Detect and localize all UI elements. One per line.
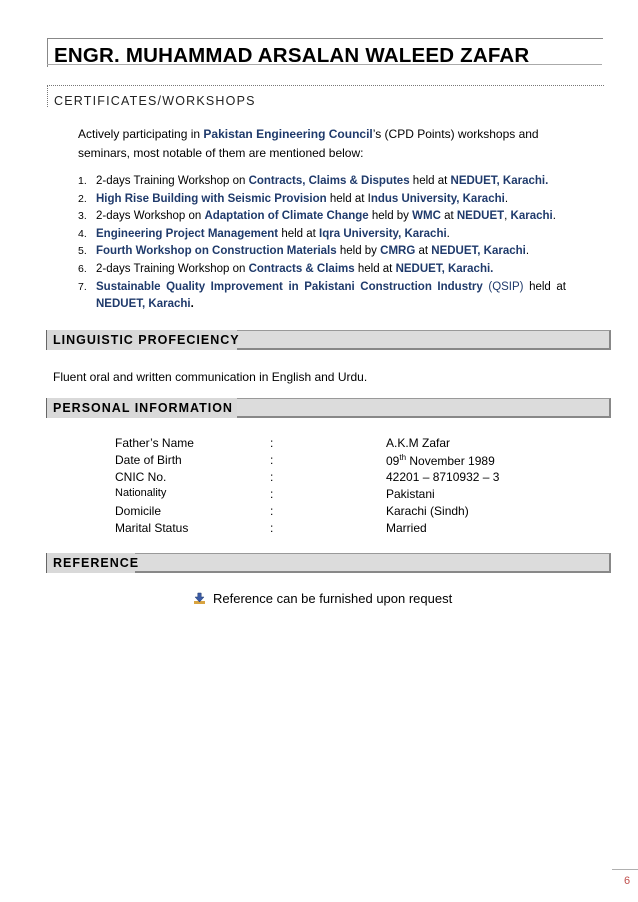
item-venue: NEDUET, Karachi: [96, 298, 191, 311]
linguistic-section-bar: [47, 330, 611, 350]
dob-day: 09: [386, 454, 400, 468]
list-number: 7.: [78, 280, 87, 293]
list-number: 3.: [78, 210, 87, 223]
item-line-2: [96, 296, 566, 314]
item-topic: Contracts & Claims: [248, 262, 355, 275]
item-organizer: CMRG: [380, 245, 416, 258]
list-item: [78, 208, 566, 226]
item-topic: Fourth Workshop on Construction Materials: [96, 245, 337, 258]
item-venue: NEDUET, Karachi: [431, 245, 526, 258]
page-number: 6: [624, 875, 631, 887]
field-colon: :: [270, 436, 274, 450]
field-label: CNIC No.: [115, 470, 167, 484]
arrow-down-icon: [193, 592, 206, 605]
item-venue: ndus University, Karachi: [370, 192, 505, 205]
list-number: 5.: [78, 245, 87, 258]
reference-heading: REFERENCE: [53, 556, 140, 570]
name-header-box: [47, 38, 603, 67]
list-item: [78, 243, 566, 261]
intro-post: ’s (CPD Points) workshops and seminars, most notable of them are mentioned below:: [78, 127, 539, 160]
item-text: held by: [336, 245, 381, 258]
intro-pre: Actively participating in: [78, 127, 204, 141]
item-text: ,: [504, 210, 511, 223]
field-value: Pakistani: [386, 487, 435, 501]
field-value: 42201 – 8710932 – 3: [386, 470, 500, 484]
field-label: Father’s Name: [115, 436, 194, 450]
item-venue: Iqra University, Karachi: [319, 227, 447, 240]
reference-text: Reference can be furnished upon request: [213, 591, 453, 606]
section-dotted-rule: [47, 85, 604, 86]
field-colon: :: [270, 470, 274, 484]
list-item: [78, 226, 566, 244]
item-text: .: [190, 298, 194, 311]
personal-heading: PERSONAL INFORMATION: [53, 401, 233, 415]
item-text: 2-days Workshop on: [96, 210, 205, 223]
item-topic: Engineering Project Management: [96, 227, 279, 240]
item-text: .: [446, 227, 450, 240]
item-abbrev: (QSIP): [482, 280, 524, 293]
linguistic-text: Fluent oral and written communication in English and Urdu.: [53, 370, 368, 384]
linguistic-heading: LINGUISTIC PROFECIENCY: [53, 333, 240, 347]
list-item: [78, 191, 566, 209]
personal-section-bar: [47, 398, 611, 418]
intro-council: Pakistan Engineering Council: [203, 127, 373, 141]
item-text: held at: [278, 227, 320, 240]
item-text: held at I: [326, 192, 371, 205]
field-value: [386, 453, 495, 468]
reference-section-bar: [47, 553, 611, 573]
item-text: 2-days Training Workshop on: [96, 175, 249, 187]
item-organizer: WMC: [412, 210, 441, 223]
field-label: Marital Status: [115, 521, 189, 535]
list-item: [78, 173, 566, 191]
item-venue: NEDUET: [456, 210, 505, 223]
item-topic: Contracts, Claims & Disputes: [248, 175, 410, 187]
field-value: Karachi (Sindh): [386, 504, 469, 518]
header-rule: [47, 64, 602, 65]
name-heading: ENGR. MUHAMMAD ARSALAN WALEED ZAFAR: [54, 44, 530, 67]
list-number: 6.: [78, 262, 87, 275]
list-item: [78, 279, 566, 314]
list-number: 4.: [78, 227, 87, 240]
field-value: A.K.M Zafar: [386, 436, 451, 450]
item-text: .: [525, 245, 530, 258]
field-colon: :: [270, 487, 274, 501]
item-text: at: [415, 245, 432, 258]
list-item: [78, 261, 566, 279]
item-topic: Sustainable Quality Improvement in Pakistani Construction Industry: [96, 280, 483, 293]
item-text: held at: [409, 175, 451, 187]
reference-line: [193, 591, 452, 606]
field-colon: :: [270, 504, 274, 518]
field-label: Domicile: [115, 504, 162, 518]
field-label: Date of Birth: [115, 453, 182, 467]
item-text: .: [552, 210, 556, 223]
item-line-1: [96, 279, 566, 297]
item-text: .: [490, 262, 494, 275]
field-colon: :: [270, 521, 274, 535]
dob-month-year: November 1989: [406, 454, 495, 468]
item-venue: NEDUET, Karachi: [395, 262, 491, 275]
dob-suffix: th: [399, 453, 407, 462]
certificates-intro: [78, 125, 568, 163]
field-value: Married: [386, 521, 427, 535]
item-text: held at: [523, 280, 566, 293]
footer-rule: [612, 869, 638, 870]
item-venue: NEDUET, Karachi.: [450, 175, 549, 187]
list-number: 1.: [78, 175, 87, 187]
item-text: .: [504, 192, 509, 205]
item-topic: High Rise Building with Seismic Provision: [96, 192, 327, 205]
item-text: at: [440, 210, 457, 223]
certificates-heading: CERTIFICATES/WORKSHOPS: [54, 94, 256, 108]
section-dotted-side: [47, 85, 48, 107]
item-text: held by: [368, 210, 413, 223]
field-label: Nationality: [115, 487, 167, 499]
list-number: 2.: [78, 192, 87, 205]
item-topic: Adaptation of Climate Change: [204, 210, 369, 223]
item-text: held at: [354, 262, 396, 275]
workshop-list: [78, 173, 566, 314]
item-venue: Karachi: [510, 210, 553, 223]
item-text: 2-days Training Workshop on: [96, 262, 249, 275]
field-colon: :: [270, 453, 274, 467]
